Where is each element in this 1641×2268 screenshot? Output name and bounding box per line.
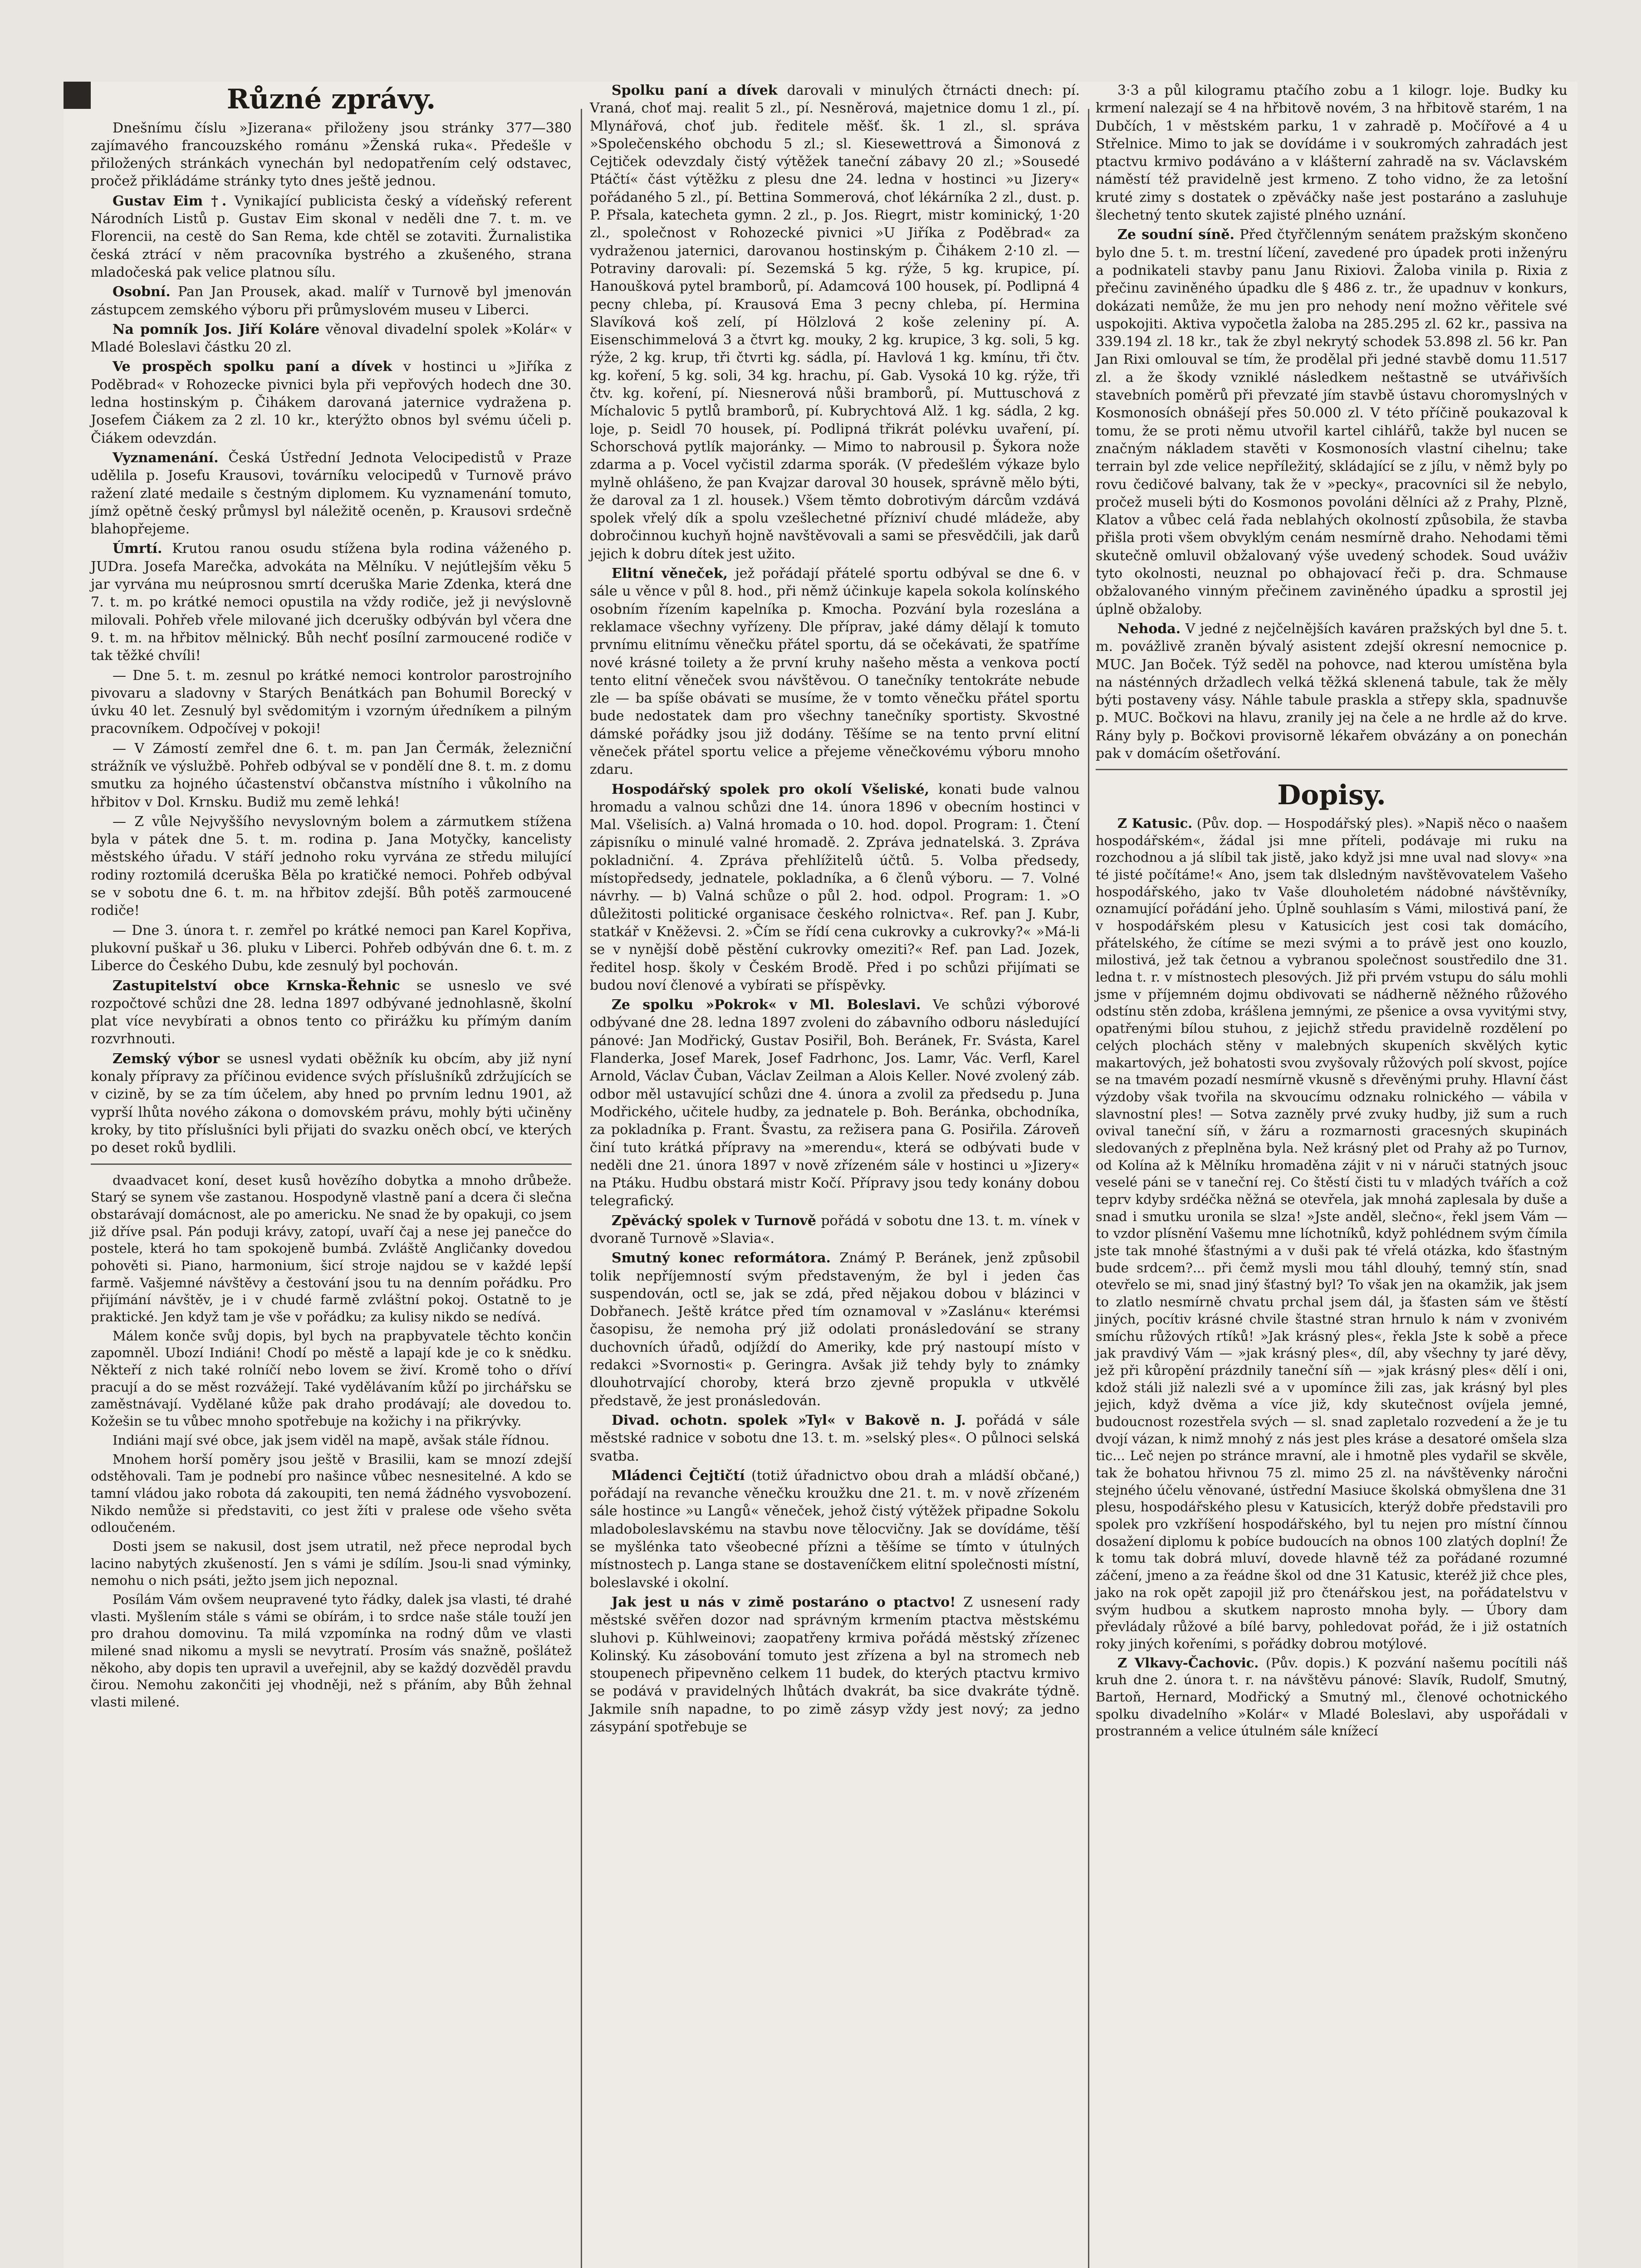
news-item bbox=[590, 996, 1080, 1210]
news-items bbox=[590, 82, 1080, 1736]
item-keyword: Gustav Eim †. bbox=[113, 193, 227, 209]
news-item bbox=[1096, 82, 1568, 224]
item-keyword: Zpěvácký spolek v Turnově bbox=[612, 1212, 817, 1229]
item-keyword: Na pomník Jos. Jiří Koláre bbox=[113, 321, 320, 337]
news-item bbox=[91, 813, 572, 920]
item-text: v hostinci u »Jiříka z Poděbrad« v Rohozecke pivnici byla při vepřových hodech dne 30. ledna hostinským p. Čihákem darovaná jaternice vydražena p. Josefem Čiákem za 2 zl. 10 kr., kterýžto obnos byl svému účeli p. Čiákem odevzdán. bbox=[91, 359, 572, 446]
letter-continuation bbox=[91, 1172, 572, 1711]
column-3 bbox=[1096, 82, 1568, 1742]
news-item bbox=[91, 740, 572, 811]
section-rule bbox=[1096, 769, 1568, 770]
continuation-paragraph: Indiáni mají své obce, jak jsem viděl na mapě, avšak stále řídnou. bbox=[113, 1432, 549, 1448]
continuation-paragraph: Dosti jsem se nakusil, dost jsem utratil, než přece neprodal bych lacino nabytých zkušeností. Jen s vámi je sdílím. Jsou-li snad výminky, nemohu o nich psáti, ježto jsem jich nepoznal. bbox=[91, 1538, 572, 1589]
item-text: Vynikající publicista český a vídeňský referent Národních Listů p. Gustav Eim skonal v neděli dne 7. t. m. ve Florencii, na cestě do San Rema, kde chtěl se zotaviti. Žurnalistika česká ztrácí v něm pracovníka bystrého a zkušeného, strana mladočeská pak velice platnou sílu. bbox=[91, 193, 572, 280]
item-keyword: Ze spolku »Pokrok« v Ml. Boleslavi. bbox=[612, 997, 921, 1013]
news-item bbox=[91, 540, 572, 665]
corner-mark bbox=[64, 82, 91, 109]
letters bbox=[1096, 815, 1568, 1740]
news-item bbox=[91, 283, 572, 319]
item-text: Před čtyřčlenným senátem pražským skončeno bylo dne 5. t. m. trestní líčení, zavedené pro úpadek proti inženýru a podnikateli stavby panu Janu Rixiovi. Žaloba vinila p. Rixia z přečinu zaviněného úpadku dle § 486 z. tr., že upadnuv v konkurs, dokázati nemůže, že mu jen pro nehody není možno věřitele své uspokojiti. Aktiva vypočetla žaloba na 285.295 zl. 62 kr., passiva na 339.194 zl. 18 kr., tak že zbyl nekrytý schodek 53.898 zl. 56 kr. Pan Jan Rixi omlouval se tím, že prodělal při jedné stavbě domu 11.517 zl. a že škody vzniklé následkem neštastně se utvářivších stavebních poměrů při převzaté jím stavbě ústavu choromyslných v Kosmonosích obnášejí přes 50.000 zl. V této příčině poukazoval k tomu, že se proti němu utvořil kartel cihlářů, takže byl nucen se značným nákladem stavěti v Kosmonosích vlastní cihelnu; take terrain byl zde velice nepříležitý, skládající se z jílu, v němž byly po rovu čedičové balvany, tak že v »pecky«, pracovníci sil že nebylo, pročež museli býti do Kosmonos povoláni dělníci až z Prahy, Plzně, Klatov a vůbec celá řada neblahých okolností způsobila, že stavba přišla proti všem obvyklým cenám nesmírně draho. Nehodami těmi skutečně omluvil obžalovaný výše uvedený schodek. Soud uváživ tyto okolnosti, neuznal po obhajovací řeči p. dra. Schmause obžalovaného vinným přečinem zaviněného úpadku a sprostil jej úplně obžaloby. bbox=[1096, 227, 1568, 617]
news-item bbox=[91, 192, 572, 281]
item-keyword: Ze soudní síně. bbox=[1117, 227, 1234, 243]
item-text: Krutou ranou osudu stížena byla rodina váženého p. JUDra. Josefa Marečka, advokáta na Mělníku. V nejútlejším věku 5 jar vyrvána mu neúprosnou smrtí dceruška Marie Zdenka, která dne 7. t. m. po krátké nemoci opustila na vždy rodiče, jež ji nevýslovně milovali. Pohřeb vřele milované jich dcerušky odbýván byl včera dne 9. t. m. na hřbitov mělnický. Bůh nechť posílní zarmoucené rodiče v tak těžké chvíli! bbox=[91, 541, 572, 664]
item-keyword: Vyznamenání. bbox=[113, 450, 219, 466]
column-rule-2 bbox=[1088, 109, 1089, 2268]
news-item bbox=[91, 358, 572, 447]
item-text: (Pův. dopis.) K pozvání našemu pocítili náš kruh dne 2. února t. r. na návštěvu pánové: Slavík, Rudolf, Smutný, Bartoň, Hernard, Modřický a Smutný ml., členové ochotnického spolku divadelního »Kolár« v Mladé Boleslavi, aby uspořádali v prostranném a velice útulném sále knížecí bbox=[1096, 1655, 1568, 1739]
news-item bbox=[1096, 226, 1568, 618]
news-item bbox=[590, 82, 1080, 563]
item-keyword: Hospodářský spolek pro okolí Všeliské, bbox=[612, 781, 930, 797]
news-item bbox=[590, 1593, 1080, 1736]
item-keyword: Z Katusic. bbox=[1117, 815, 1193, 831]
item-text: Dnešnímu číslu »Jizerana« přiloženy jsou stránky 377—380 zajímavého francouzského románu »Ženská ruka«. Předešle v přiložených stránkách vynechán byl nedopatřením celý odstavec, pročež přikládáme stránky tyto dnes ještě jednou. bbox=[91, 120, 572, 190]
news-item bbox=[91, 321, 572, 357]
news-item bbox=[590, 1212, 1080, 1248]
item-text: — Dne 3. února t. r. zemřel po krátké nemoci pan Karel Kopřiva, plukovní puškař u 36. pluku v Liberci. Pohřeb odbýván dne 6. t. m. z Liberce do Českého Dubu, kde zesnulý byl pochován. bbox=[91, 922, 572, 974]
item-text: pořádá v sobotu dne 13. t. m. vínek v dvoraně Turnově »Slavia«. bbox=[590, 1212, 1080, 1246]
item-keyword: Smutný konec reformátora. bbox=[612, 1250, 831, 1266]
item-text: Z usnesení rady městské svěřen dozor nad správným krmením ptactva městskému sluhovi p. Kühlweinovi; zaopatřeny krmiva pořádá městský zřízenec Kolinský. Ku zásobování tomuto jest zřízena a byl na stromech neb stoupenech připevněno celkem 11 budek, do kterých ptactvu krmivo se podává v pravidelných lhůtách dvakrát, ba sice dvakráte týdně. Jakmile sníh napadne, to po zimě zásyp vždy jest nový; za jedno zásypání spotřebuje se bbox=[590, 1594, 1080, 1735]
column-1 bbox=[91, 82, 572, 1713]
item-text: Známý P. Beránek, jenž způsobil tolik nepříjemností svým představeným, že byl i jeden čas suspendován, octl se, jak se zdá, před nějakou dobou v blázinci v Dobřanech. Ještě krátce před tím oznamoval v »Zaslánu« kterémsi časopisu, že nemoha prý již odolati pronásledování se strany duchovních úřadů, odjíždí do Ameriky, kde prý nastoupí místo v redakci »Svornosti« p. Geringra. Avšak již tehdy byly to známky dlouhotrvající choroby, která brzo zjevně propukla v utkvělé představě, že jest pronásledován. bbox=[590, 1250, 1080, 1409]
item-keyword: Spolku paní a dívek bbox=[612, 83, 778, 98]
item-keyword: Zemský výbor bbox=[113, 1051, 220, 1067]
newspaper-page bbox=[64, 82, 1577, 2268]
letter bbox=[1096, 815, 1568, 1653]
item-keyword: Zastupitelství obce Krnska-Řehnic bbox=[113, 978, 400, 994]
item-keyword: Z Vlkavy-Čachovic. bbox=[1117, 1655, 1259, 1671]
item-keyword: Elitní věneček, bbox=[612, 566, 728, 582]
item-text: Pan Jan Prousek, akad. malíř v Turnově byl jmenován zástupcem zemského výboru při průmyslovém museu v Liberci. bbox=[91, 284, 572, 318]
news-item bbox=[590, 1412, 1080, 1465]
item-text: — Z vůle Nejvyššího nevyslovným bolem a zármutkem stížena byla v pátek dne 5. t. m. rodina p. Jana Motyčky, kancelisty městského úřadu. V stáří jednoho roku vyrvána ze středu milující rodiny roztomilá dceruška Běla po kratičké nemoci. Pohřeb odbýval se v sobotu dne 6. t. m. na hřbitov zdejší. Bůh potěš zarmoucené rodiče! bbox=[91, 813, 572, 919]
continuation-paragraph: Málem konče svůj dopis, byl bych na prapbyvatele těchto končin zapomněl. Ubozí Indiáni! Chodí po městě a lapají kde je co k snědku. Někteří z nich také rolníčí nebo lovem se živí. Kromě toho o dříví pracují a do se měst rozvážejí. Také vydělávaním kůží po jirchářsku se zaměstnávají. Vydělané kůže pak draho prodávají; ale dovedou to. Kožešin se tu vůbec mnoho spotřebuje na kožichy i na přikrývky. bbox=[91, 1328, 572, 1429]
item-keyword: Mládenci Čejtičtí bbox=[612, 1467, 745, 1484]
news-item bbox=[91, 977, 572, 1048]
news-item bbox=[91, 449, 572, 538]
item-text: pořádá v sále městské radnice v sobotu dne 13. t. m. »selský ples«. O půlnoci selská svatba. bbox=[590, 1412, 1080, 1464]
news-items bbox=[91, 119, 572, 1157]
column-rule-1 bbox=[581, 109, 582, 2268]
dopisy-heading: Dopisy. bbox=[1277, 779, 1386, 811]
item-text: se usnesl vydati oběžník ku obcím, aby již nyní konaly přípravy za příčinou evidence svých příslušníků zdržujících se v cizině, by se za tím účelem, aby hned po prvním lednu 1901, až vyprší lhůta nového zákona o domovském právu, mohly býti učiněny kroky, by tito příslušníci byli přijati do svazku oněch obcí, ve kterých po deset roků bydlili. bbox=[91, 1051, 572, 1156]
item-text: darovali v minulých čtrnácti dnech: pí. Vraná, choť maj. realit 5 zl., pí. Nesněrová, majetnice domu 1 zl., pí. Mlynářová, choť jub. ředitele měšť. šk. 1 zl., sl. správa »Společenského obchodu 5 zl.; sl. Kiesewettrová a Šimonová z Cejtiček odevzdaly čistý výtěžek taneční zábavy 20 zl.; »Sousedé Ptáčtí« část výtěžku z plesu dne 24. ledna v hostinci »u Jizery« pořádaného 5 zl., pí. Bettina Sommerová, choť lékárníka 2 zl., dust. p. P. Přsala, katecheta gymn. 2 zl., p. Jos. Riegrt, mistr kominický, 1·20 zl., společnost v Rohozecké pivnici »U Jiříka z Poděbrad« za vydraženou jaternici, darovanou hostinským p. Čihákem 2·10 zl. — Potraviny darovali: pí. Sezemská 5 kg. rýže, 5 kg. krupice, pí. Hanoušková pytel bramborů, pí. Adamcová 100 housek, pí. Podlipná 4 pecny chleba, pí. Krausová Ema 3 pecny chleba, pí. Hermina Slavíková koš zelí, pí Hölzlová 2 koše zeleniny pí. A. Eisenschimmelová 3 a čtvrt kg. mouky, 2 kg. krupice, 3 kg. soli, 5 kg. rýže, 2 kg. krup, tři čtvrti kg. sádla, pí. Havlová 1 kg. kmínu, tři čtv. kg. koření, 5 kg. soli, 34 kg. hrachu, pí. Gab. Vysoká 10 kg. rýže, tři čtv. kg. koření, pí. Niesnerová nůši bramborů, pí. Muttuschová z Míchalovic 5 pytlů bramborů, pí. Kubrychtová Alž. 1 kg. sádla, 2 kg. loje, p. Seidl 70 housek, pí. Podlipná třikrát polévku uvaření, pí. Schorschová pytlík majoránky. — Mimo to nabrousil p. Šykora nože zdarma a p. Vocel vyčistil zdarma sporák. (V předešlém výkaze bylo mylně ohlášeno, že pan Kvajzar daroval 30 housek, správně mělo býti, že daroval za 1 zl. housek.) Všem těmto dobrotivým dárcům vzdává spolek vřelý dík a spolu vzešlechetné přízniví chudé mládeže, aby dobročinnou kuchyň hojně navštěvovali a sami se přesvědčili, jak darů jejich k dobru dítek jest užito. bbox=[590, 83, 1080, 562]
item-text: konati bude valnou hromadu a valnou schůzi dne 14. února 1896 v obecním hostinci v Mal. Všelisích. a) Valná hromada o 10. hod. dopol. Program: 1. Čtení zápisníku o minulé valné hromadě. 2. Zpráva jednatelská. 3. Zpráva pokladniční. 4. Zpráva přehlížitelů účtů. 5. Volba předsedy, místopředsedy, jednatele, pokladníka, a 6 členů výboru. — 7. Volné návrhy. — b) Valná schůze o půl 2. hod. odpol. Program: 1. »O důležitosti politické organisace českého rolnictva«. Ref. pan J. Kubr, statkář v Kněževsi. 2. »Čím se řídí cena cukrovky a cukrovky?« »Má-li se v nynější době pěstění cukrovky omeziti?« Ref. pan Lad. Jozek, ředitel hosp. školy v Českém Brodě. Před i po schůzi přijímati se budou noví členové a vybírati se příspěvky. bbox=[590, 781, 1080, 993]
section-rule bbox=[91, 1163, 572, 1165]
news-item bbox=[590, 565, 1080, 779]
item-text: jež pořádají přátelé sportu odbýval se dne 6. v sále u věnce v půl 8. hod., při němž účinkuje kapela sokola kolínského osobním řízením kapelníka p. Kmocha. Pozvání byla rozeslána a reklamace všechny vyřízeny. Dle příprav, jaké dámy dělají k tomuto prvnímu elitnímu věnečku přátel sportu, dá se očekávati, že spatříme nové krásné toilety a že první kruhy našeho města a venkova poctí tento elitní věneček svou návštěvou. O tanečníky tentokráte nebude zle — ba spíše obávati se musíme, že v tomto věnečku přátel sportu bude nedostatek dam pro všechny tanečníky sportisty. Skvostné dámské pořádky jsou již dodány. Těšíme se na tento první elitní věneček přátel sportu velice a přejeme věnečkovému výboru mnoho zdaru. bbox=[590, 566, 1080, 778]
continuation-paragraph: Mnohem horší poměry jsou ještě v Brasilii, kam se mnozí zdejší odstěhovali. Tam je podnebí pro našince vůbec nesnesitelné. A kdo se tamní vládou jako robota dá zakoupiti, ten nemá žádného vysvobození. Nikdo nemůže si představiti, co jest žíti v pralese ode všeho světa odloučeném. bbox=[91, 1451, 572, 1535]
news-item bbox=[590, 1467, 1080, 1592]
section-heading: Různé zprávy. bbox=[226, 83, 436, 115]
news-item bbox=[91, 667, 572, 738]
news-item bbox=[91, 119, 572, 191]
news-item bbox=[91, 922, 572, 975]
item-text: se usneslo ve své rozpočtové schůzi dne 28. ledna 1897 odbývané jednohlasně, školní plat více nevybírati a obnos tento co přirážku ku přímým daním rozvrhnouti. bbox=[91, 978, 572, 1047]
item-text: V jedné z nejčelnějších kaváren pražských byl dne 5. t. m. povážlivě zraněn bývalý asistent zdejší okresní nemocnice p. MUC. Jan Boček. Týž seděl na pohovce, nad kterou umístěna byla na násténných držadlech velká těžká sklenená tabule, tak že měly býti postaveny vásy. Náhle tabule praskla a střepy skla, spadnuvše p. MUC. Bočkovi na hlavu, zranily jej na čele a ne hrdle až do krve. Rány byly p. Bočkovi provisorně lékařem obvázány a on ponechán pak v domácím ošetřování. bbox=[1096, 621, 1568, 762]
news-item bbox=[1096, 620, 1568, 763]
item-text: Česká Ústřední Jednota Velocipedistů v Praze udělila p. Josefu Krausovi, továrníku velocipedů v Turnově právo ražení zlaté medaile s čestným diplomem. Ku vyznamenání tomuto, jímž opětně český průmysl byl náležitě oceněn, p. Krausovi srdečně blahopřejeme. bbox=[91, 450, 572, 538]
news-item bbox=[590, 1249, 1080, 1410]
item-text: Ve schůzi výborové odbývané dne 28. ledna 1897 zvoleni do zábavního odboru následující pánové: Jan Modřický, Gustav Posiřil, Boh. Beránek, Fr. Svásta, Karel Flanderka, Josef Marek, Josef Fadrhonc, Jos. Lamr, Vác. Verfl, Karel Arnold, Václav Čuban, Václav Zeilman a Alois Keller. Nové zvolený záb. odbor měl ustavující schůzi dne 4. února a zvolil za předsedu p. Juna Modřického, učitele hudby, za jednatele p. Boh. Beránka, obchodníka, za pokladníka p. Frant. Švastu, za režisera pana G. Posiřila. Zároveň činí tuto krátká přípravy na »merendu«, která se odbývati bude v neděli dne 21. února 1897 v nově zřízeném sále v hostinci u »Jizery« na Ptáku. Hudbu obstará mistr Kočí. Přípravy jsou tedy konány dobou telegrafický. bbox=[590, 997, 1080, 1209]
item-keyword: Divad. ochotn. spolek »Tyl« v Bakově n. J. bbox=[612, 1412, 966, 1428]
item-text: (Pův. dop. — Hospodářský ples). »Napiš něco o naašem hospodářském«, žádal jsi mne příteli, podávaje mi ruku na rozchodnou a já slíbil tak jistě, jako když jsi mne uval nad slovy« »na té jisté počítáme!« Ano, jsem tak dlsledným navštěvovatelem Vašeho hospodářského, jako tv Vaše dlouholetém nádobné návštěvníky, oznamující pořádání jeho. Úplně souhlasím s Vámi, milostivá paní, že v hospodářském plesu v Katusicích jest cosi tak domácího, přátelského, že cítíme se mezi svými a to právě jest ono kouzlo, milostivá, jež tak četnou a vybranou společnost soustředilo dne 31. ledna t. r. v místnostech plesových. Již při prvém vstupu do sálu mohli jsme v příjemném dojmu obdivovati se nádherně něžného růžového odstínu stěn zdoba, krášlena jemnými, ze pšenice a ovsa vyvitými stvy, opatřenými bílou stuhou, z jejichž středu pravidelně rozdělení po celých plochách stěny v malebných skupeních skvělých kytic makartových, jež bohatosti svou zvyšovaly růžových polí skvost, pojíce se na tmavém pozadí nesmírně vkusně s dřevěnými pruhy. Hlavní část výzdoby však tvořila na skvoucímu odznaku rolnického — vábila v slavnostní ples! — Sotva zazněly prvé zvuky hudby, již sum a ruch ovival taneční síň, v žáru a rozmarnosti gracesných skupinách sledovaných z přeplněna byla. Než krásný plet od Prahy až po Turnov, od Kolína až k Mělníku hromaděna zájit v ni v náruči statných jsouc veselé páni se v taneční rej. Co štěstí čisti tu v mladých tvářích a což teprv kdyby srdéčka něžná se otevřela, jak mnohá zaplesala by duše a snad i smutku uronila se slza! »Jste anděl, slečno«, řekl jsem Vám — to vzdor plísnění Vašemu mne líchotníků, když pohlédnem svým čímila jste tak mnohé šťastnými a v duši pak té vřelá otázka, kdo šťastným bude srdcem?... při čemž mysli mou táhl dlouhý, temný stín, snad otevřelo se mi, snad jiný šťastný byl? To však jen na okamžik, jak jsem to zlatlo nesmírně chvatu prchal jsem dál, ja šťasten sám ve štěstí jiných, pocítiv krásné chvile štastné stran hrnulo k nám v zvonivém smíchu růžových rtíků! »Jak krásný ples«, řekla Jste k sobě a přece jak pravdivý Vám — »jak krásný ples«, díl, aby všechny ty jaré děvy, jež při kůropění prázdnily taneční síň — »jak krásný ples« dělí i oni, kdož stáli již nalezli své a v upomínce žili zas, jak krásný byl ples jejich, když dvěma a více již, kdy skutečnost ovíjela jemné, budoucnost rozestřela svých — sl. snad zapletalo rozvedení a že je tu dvojí vázan, k nimž mnohý z nás jest ples kráse a desatoré omšela slza tic... Leč nejen po stránce mravní, ale i hmotně ples vydařil se skvěle, tak že bohatou hřivnou 75 zl. mimo 25 zl. na návštěvenky náročni stejného účelu věnované, ústřední Masiuce školská obmyšlena dne 31 plesu, hospodářského plesu v Katusicích, kterýž dobře představili pro spolek pro vzkříšení hospodářského, byl tu nejen pro místní čínnou dosažení diplomu k pobíce budoucích na obnos 100 zlatých doplní! Že k tomu tak dobrá mluví, dovede hlavně též za pořádané rozumné záčení, jmeno a za řeádne škol od dne 31 Katusic, kteréž již chce ples, jako na rok opět zapojil již pro čtenářskou jest, na pořádatelstvu v svým hudbou a skutkem naprosto mnoha byly. — Úbory dam převládaly růžové a bílé barvy, pohledovat pořád, že i již ostatních roky jiných kořeními, s pořádky dobrou motýlové. bbox=[1096, 815, 1568, 1652]
item-text: 3·3 a půl kilogramu ptačího zobu a 1 kilogr. loje. Budky ku krmení nalezají se 4 na hřbitově novém, 3 na hřbitově starém, 1 na Dubčích, 1 v městském parku, 1 v zahradě p. Močířové a 4 u Střelnice. Mimo to jak se dovídáme i v soukromých zahradách jest ptactvu krmivo podáváno a v klášterní zahradě na sv. Václavském náměstí též pravidelně jest krmeno. Z toho vidno, že za letošní kruté zimy s dostatek o zpěváčky naše jest postaráno a zasluhuje šlechetný tento skutek zajisté plného uznání. bbox=[1096, 83, 1568, 224]
continuation-paragraph: dvaadvacet koní, deset kusů hovězího dobytka a mnoho drůbeže. Starý se synem vše zastanou. Hospodyně vlastně paní a dcera či slečna obstarávají domácnost, ale po americku. Ne snad že by opakuji, co jsem již dříve psal. Pán poduji krávy, zatopí, uvaří čaj a nese jej panečce do postele, která ho tam spokojeně bumbá. Zvláště Angličanky dovedou pohověti si. Piano, harmonium, šicí stroje najdou se v každé lepší farmě. Vašjemné návštěvy a čestování jsou tu na denním pořádku. Pro přijímání návštěv, je i v chudé farmě zvláštní pokoj. Ostatně to je praktické. Jen když tam je vše v pořádku; za kulisy nikdo se nedívá. bbox=[91, 1172, 572, 1325]
news-item bbox=[590, 781, 1080, 995]
item-keyword: Ve prospěch spolku paní a dívek bbox=[113, 359, 392, 375]
letter bbox=[1096, 1655, 1568, 1740]
news-item bbox=[91, 1050, 572, 1157]
item-keyword: Osobní. bbox=[113, 284, 171, 300]
item-text: — Dne 5. t. m. zesnul po krátké nemoci kontrolor parostrojního pivovaru a sladovny v Starých Benátkách pan Bohumil Borecký v úvku 40 let. Zesnulý byl svědomitým i vzorným úředníkem a pilným pracovníkem. Odpočívej v pokoji! bbox=[91, 667, 572, 737]
item-keyword: Jak jest u nás v zimě postaráno o ptactvo! bbox=[612, 1594, 956, 1610]
item-keyword: Úmrtí. bbox=[113, 541, 162, 557]
news-items bbox=[1096, 82, 1568, 763]
continuation-paragraph: Posílám Vám ovšem neupravené tyto řádky, dalek jsa vlasti, té drahé vlasti. Myšlením stále s vámi se obírám, i to srdce naše stále touží jen pro drahou domovinu. Ta milá vzpomínka na rodný dům ve vlasti milené snad nikomu a mysli se nevytratí. Prosím vás snažně, pošlátež někoho, aby dopis ten upravil a uveřejnil, aby se každý dozvěděl pravdu čirou. Nemohu zakončiti jej vhodněji, než s přáním, aby Bůh žehnal vlasti milené. bbox=[91, 1592, 572, 1710]
item-text: — V Zámostí zemřel dne 6. t. m. pan Jan Čermák, železniční strážník ve výslužbě. Pohřeb odbýval se v pondělí dne 8. t. m. z domu smutku za hojného účastenství občanstva místního i vůkolního na hřbitov v Dol. Krnsku. Budiž mu země lehká! bbox=[91, 740, 572, 810]
column-2 bbox=[590, 82, 1080, 1738]
item-text: (totiž úřadnictvo obou drah a mládší občané,) pořádají na revanche věnečku kroužku dne 21. t. m. v nově zřízeném sále hostince »u Langů« věneček, jehož čistý výtěžek připadne Sokolu mladoboleslavskému na stavbu nove tělocvičny. Jak se dovídáme, těší se myšlénka tato všeobecné přízni a těšíme se tímto v útulných místnostech p. Langa stane se dostaveníčkem elitní společnosti místní, boleslavské i okolní. bbox=[590, 1467, 1080, 1591]
item-text: věnoval divadelní spolek »Kolár« v Mladé Boleslavi částku 20 zl. bbox=[91, 321, 572, 356]
item-keyword: Nehoda. bbox=[1117, 621, 1181, 637]
